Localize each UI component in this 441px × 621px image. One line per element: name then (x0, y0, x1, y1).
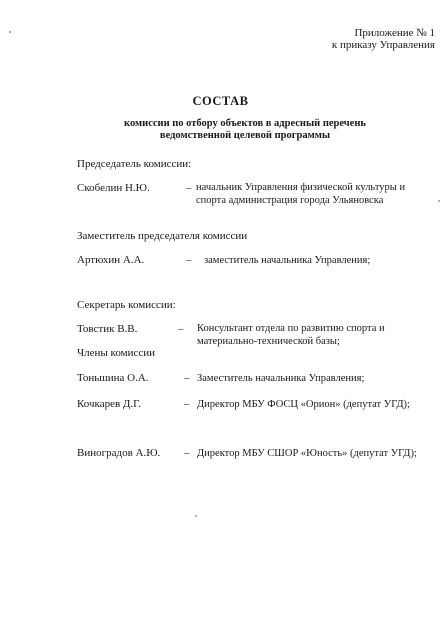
member-name: Артюхин А.А. (77, 254, 145, 266)
document-subtitle: комиссии по отбору объектов в адресный перечень ведомственной целевой программы (124, 118, 366, 141)
member-role-line-2: спорта администрация города Ульяновска (196, 195, 384, 206)
member-role (197, 322, 385, 348)
annex-line-1: Приложение № 1 (354, 27, 435, 39)
member-dash: – (184, 447, 190, 459)
member-role-line-1: заместитель начальника Управления; (204, 255, 371, 266)
member-role-line-2: материально-технической базы; (197, 336, 340, 347)
member-dash: – (184, 398, 190, 410)
members-heading: Члены комиссии (77, 347, 156, 359)
secretary-heading: Секретарь комиссии: (77, 299, 176, 311)
document-title: СОСТАВ (192, 94, 249, 108)
member-role-line-1: начальник Управления физической культуры и (196, 182, 406, 193)
member-role-line-1: Консультант отдела по развитию спорта и (197, 323, 385, 334)
member-name: Виноградов А.Ю. (77, 447, 161, 459)
member-role (197, 372, 364, 385)
deputy-heading: Заместитель председателя комиссии (77, 230, 248, 242)
member-role (196, 181, 405, 207)
member-dash: – (186, 182, 192, 194)
annex-header (332, 27, 435, 51)
member-role (197, 447, 417, 460)
member-dash: – (184, 372, 190, 384)
member-dash: – (186, 254, 192, 266)
chair-heading: Председатель комиссии: (77, 158, 192, 170)
member-role-line-1: Директор МБУ СШОР «Юность» (депутат УГД); (197, 448, 417, 459)
member-name: Скобелин Н.Ю. (77, 182, 150, 194)
member-name: Товстик В.В. (77, 323, 138, 335)
member-role (197, 398, 410, 411)
member-role-line-1: Заместитель начальника Управления; (197, 373, 365, 384)
scan-speck (438, 200, 440, 202)
member-dash: – (178, 323, 184, 335)
member-role-line-1: Директор МБУ ФОСЦ «Орион» (депутат УГД); (197, 399, 410, 410)
scan-speck (9, 31, 11, 33)
scan-speck (195, 515, 197, 517)
annex-line-2: к приказу Управления (331, 39, 435, 51)
member-role (204, 254, 370, 267)
member-name: Кочкарев Д.Г. (77, 398, 142, 410)
member-name: Тоньшина О.А. (77, 372, 149, 384)
